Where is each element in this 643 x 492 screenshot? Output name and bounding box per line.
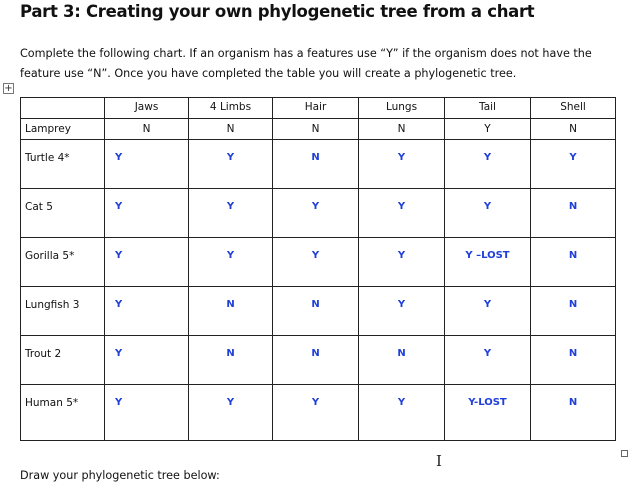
table-cell[interactable]: Y-LOST <box>445 385 531 441</box>
table-row <box>21 140 616 189</box>
organism-label: Turtle 4* <box>21 140 105 189</box>
table-cell[interactable]: Y <box>105 385 189 441</box>
table-cell[interactable]: Y <box>359 238 445 287</box>
instructions-line-1: Complete the following chart. If an organism has a features use “Y” if the organism does not have the <box>20 47 592 60</box>
table-cell[interactable]: Y <box>445 189 531 238</box>
table-row <box>21 385 616 441</box>
table-cell[interactable]: Y <box>445 287 531 336</box>
organism-label: Human 5* <box>21 385 105 441</box>
table-cell[interactable]: N <box>359 119 445 140</box>
table-cell[interactable]: Y <box>105 287 189 336</box>
table-cell[interactable]: N <box>531 189 616 238</box>
table-cell[interactable]: N <box>273 287 359 336</box>
table-cell[interactable]: Y <box>359 287 445 336</box>
table-cell[interactable]: Y <box>105 189 189 238</box>
table-cell[interactable]: Y <box>445 336 531 385</box>
table-cell[interactable]: N <box>189 119 273 140</box>
table-cell[interactable]: Y <box>189 140 273 189</box>
table-cell[interactable]: Y –LOST <box>445 238 531 287</box>
table-cell[interactable]: Y <box>273 385 359 441</box>
table-cell[interactable]: Y <box>445 140 531 189</box>
table-cell[interactable]: N <box>273 336 359 385</box>
table-row <box>21 189 616 238</box>
table-cell[interactable]: N <box>359 336 445 385</box>
organism-label: Trout 2 <box>21 336 105 385</box>
table-resize-handle-icon[interactable] <box>621 450 628 457</box>
header-lungs: Lungs <box>359 98 445 119</box>
tree-instructions: Draw your phylogenetic tree below: <box>20 469 220 482</box>
header-tail: Tail <box>445 98 531 119</box>
table-cell[interactable]: Y <box>105 238 189 287</box>
table-cell[interactable]: N <box>189 336 273 385</box>
table-header-row <box>21 98 616 119</box>
organism-label: Lamprey <box>21 119 105 140</box>
features-table <box>20 97 616 441</box>
table-row <box>21 119 616 140</box>
instructions <box>20 44 640 84</box>
organism-label: Gorilla 5* <box>21 238 105 287</box>
table-row <box>21 238 616 287</box>
table-cell[interactable]: N <box>531 385 616 441</box>
table-cell[interactable]: Y <box>189 238 273 287</box>
header-jaws: Jaws <box>105 98 189 119</box>
table-cell[interactable]: Y <box>359 140 445 189</box>
table-cell[interactable]: N <box>105 119 189 140</box>
table-cell[interactable]: Y <box>105 336 189 385</box>
table-row <box>21 336 616 385</box>
table-cell[interactable]: Y <box>189 189 273 238</box>
table-cell[interactable]: Y <box>105 140 189 189</box>
organism-label: Lungfish 3 <box>21 287 105 336</box>
table-cell[interactable]: N <box>531 238 616 287</box>
table-cell[interactable]: Y <box>531 140 616 189</box>
organism-label: Cat 5 <box>21 189 105 238</box>
table-cell[interactable]: Y <box>445 119 531 140</box>
header-shell: Shell <box>531 98 616 119</box>
header-hair: Hair <box>273 98 359 119</box>
table-cell[interactable]: N <box>531 336 616 385</box>
table-cell[interactable]: Y <box>273 189 359 238</box>
header-corner <box>21 98 105 119</box>
text-cursor-icon: I <box>436 452 442 470</box>
instructions-line-2: feature use “N”. Once you have completed the table you will create a phylogenetic tree. <box>20 67 517 80</box>
move-handle-icon[interactable]: + <box>4 83 13 94</box>
table-cell[interactable]: N <box>273 140 359 189</box>
table-cell[interactable]: Y <box>359 385 445 441</box>
table-row <box>21 287 616 336</box>
table-cell[interactable]: N <box>531 119 616 140</box>
table-cell[interactable]: Y <box>273 238 359 287</box>
table-cell[interactable]: Y <box>189 385 273 441</box>
table-cell[interactable]: N <box>273 119 359 140</box>
header-4-limbs: 4 Limbs <box>189 98 273 119</box>
table-cell[interactable]: N <box>189 287 273 336</box>
table-cell[interactable]: N <box>531 287 616 336</box>
table-cell[interactable]: Y <box>359 189 445 238</box>
page-heading: Part 3: Creating your own phylogenetic tree from a chart <box>20 2 535 21</box>
